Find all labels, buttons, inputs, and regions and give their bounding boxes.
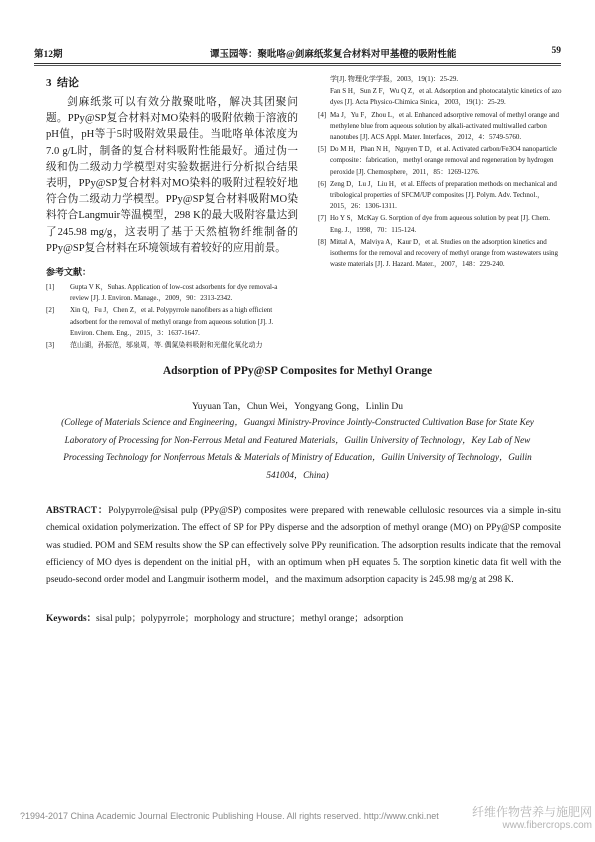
- conclusion-paragraph: 剑麻纸浆可以有效分散聚吡咯，解决其团聚问题。PPy@SP复合材料对MO染料的吸附依赖于溶液的pH值，pH等于5时吸附效果最佳。当吡咯单体浓度为7.0 g/L时，制备的复合材料吸附性能最好。通过伪一级和伪二级动力学模型对实验数据进行分析拟合结果表明，PPy@SP复合材料对MO染料的吸附过程较好地符合伪二级动力学模型。PPy@SP复合材料吸附MO染料符合Langmuir等温模型，298 K的最大吸附容量达到了245.98 mg/g，这表明了基于天然植物纤维制备的PPy@SP复合材料在环境领域有着较好的应用前景。: [46, 97, 298, 254]
- reference-item: [318, 110, 563, 144]
- reference-item: [318, 213, 563, 235]
- reference-number: [6]: [318, 179, 327, 188]
- reference-list-left: [46, 282, 298, 351]
- reference-number: [5]: [318, 145, 327, 154]
- watermark-url: www.fibercrops.com: [502, 820, 592, 831]
- reference-number: [2]: [46, 306, 55, 315]
- reference-number: [1]: [46, 283, 55, 292]
- reference-number: [3]: [46, 341, 55, 350]
- reference-text: Ma J，Yu F，Zhou L，et al. Enhanced adsorptive removal of methyl orange and methylene blue from aqueous solution by alkali-activated multiwalled carbon nanotubes [J]. ACS Appl. Mater. Interfaces，2012，4：5749-5760.: [330, 110, 559, 142]
- reference-text: Mittal A，Malviya A，Kaur D，et al. Studies on the adsorption kinetics and isotherms for the removal and recovery of methyl orange from wastewaters using waste materials [J]. J. Hazard. Mater.，2007，148：229-240.: [330, 237, 559, 269]
- reference-item: [318, 179, 563, 213]
- right-column: [318, 74, 563, 271]
- copyright-footer: ?1994-2017 China Academic Journal Electronic Publishing House. All rights reserved. http://www.cnki.net: [20, 811, 439, 821]
- issue-label: 第12期: [34, 50, 63, 60]
- running-title: 谭玉园等：聚吡咯@剑麻纸浆复合材料对甲基橙的吸附性能: [210, 50, 457, 60]
- reference-item: [46, 305, 298, 339]
- english-authors: Yuyuan Tan，Chun Wei，Yongyang Gong，Linlin Du: [191, 402, 403, 412]
- reference-number: [7]: [318, 214, 327, 223]
- header-rule: [34, 63, 561, 64]
- section-title: 结论: [57, 77, 79, 89]
- left-column: [46, 74, 298, 352]
- references-heading: 参考文献：: [46, 267, 92, 278]
- english-keywords: [46, 610, 561, 624]
- page-number: 59: [551, 46, 561, 56]
- reference-text: 学[J]. 物理化学学报，2003，19(1)：25-29.: [330, 75, 459, 83]
- reference-text: Fan S H，Sun Z F，Wu Q Z，et al. Adsorption and photocatalytic kinetics of azo dyes [J]. Acta Physico-Chimica Sinica，2003，19(1)：25-29.: [330, 87, 562, 107]
- reference-text: Xin Q，Fu J，Chen Z，et al. Polypyrrole nanofibers as a high efficient adsorbent for the removal of methyl orange from aqueous solution [J]. J. Environ. Chem. Eng.，2015，3：1637-1647.: [70, 306, 274, 337]
- keywords-text: sisal pulp；polypyrrole；morphology and structure；methyl orange；adsorption: [96, 614, 404, 624]
- reference-item: [318, 237, 563, 271]
- reference-text: 范山湖，孙振范，邬泉周，等. 偶氮染料吸附和光催化氧化动力: [70, 341, 263, 350]
- english-abstract: [46, 503, 561, 589]
- running-header: [34, 46, 561, 62]
- section-number: 3: [46, 77, 52, 89]
- reference-item: [318, 86, 563, 108]
- reference-item: [46, 282, 298, 304]
- english-affiliation: (College of Materials Science and Engineering，Guangxi Ministry-Province Jointly-Constructed Cultivation Base for State Key Laboratory of Processing for Non-Ferrous Metal and Featured Materials，Guilin University of Technology，Key Lab of New Processing Technology for Nonferrous Metals & Materials of Ministry of Education，Guilin University of Technology，Guilin 541004，China): [61, 417, 534, 480]
- english-title: Adsorption of PPy@SP Composites for Methyl Orange: [162, 365, 433, 377]
- watermark: [470, 806, 592, 832]
- reference-item: [46, 340, 298, 351]
- abstract-label: ABSTRACT：: [46, 506, 109, 516]
- reference-text: Do M H，Phan N H，Nguyen T D，et al. Activated carbon/Fe3O4 nanoparticle composite：fabrication，methyl orange removal and regeneration by hydrogen peroxide [J]. Chemosphere，2011，85：1269-1276.: [330, 145, 558, 176]
- abstract-text: Polypyrrole@sisal pulp (PPy@SP) composites were prepared with renewable cellulosic resources via a simple in-situ chemical oxidation polymerization. The effect of SP for PPy disperse and the adsorption of methyl orange (MO) on PPy@SP composite was studied. POM and SEM results show the SP can effectively solve PPy reunification. The adsorption results indicate that the removal efficiency of MO dyes is dependent on the initial pH，with an optimum when pH equates 5. The sorption kinetic data fit well with the pseudo-second order model and Langmuir isotherm model，and the maximum adsorption capacity is 245.98 mg/g at 298 K.: [46, 506, 561, 586]
- reference-item: [318, 74, 563, 85]
- header-rule-thin: [34, 65, 561, 66]
- reference-text: Zeng D，Lu J，Liu H，et al. Effects of preparation methods on mechanical and tribological properties of SFCM/UP composites [J]. Polym. Adv. Technol.，2015，26：1306-1311.: [330, 179, 557, 211]
- section-heading: [46, 74, 298, 90]
- reference-text: Gupta V K，Suhas. Application of low-cost adsorbents for dye removal-a review [J]. J. Environ. Manage.，2009，90：2313-2342.: [70, 283, 278, 303]
- watermark-cn: 纤维作物营养与施肥网: [471, 805, 592, 819]
- reference-item: [318, 144, 563, 178]
- reference-number: [8]: [318, 237, 327, 246]
- reference-number: [4]: [318, 110, 327, 119]
- keywords-label: Keywords：: [46, 614, 96, 624]
- reference-text: Ho Y S，McKay G. Sorption of dye from aqueous solution by peat [J]. Chem. Eng. J.，1998，70：115-124.: [330, 214, 550, 234]
